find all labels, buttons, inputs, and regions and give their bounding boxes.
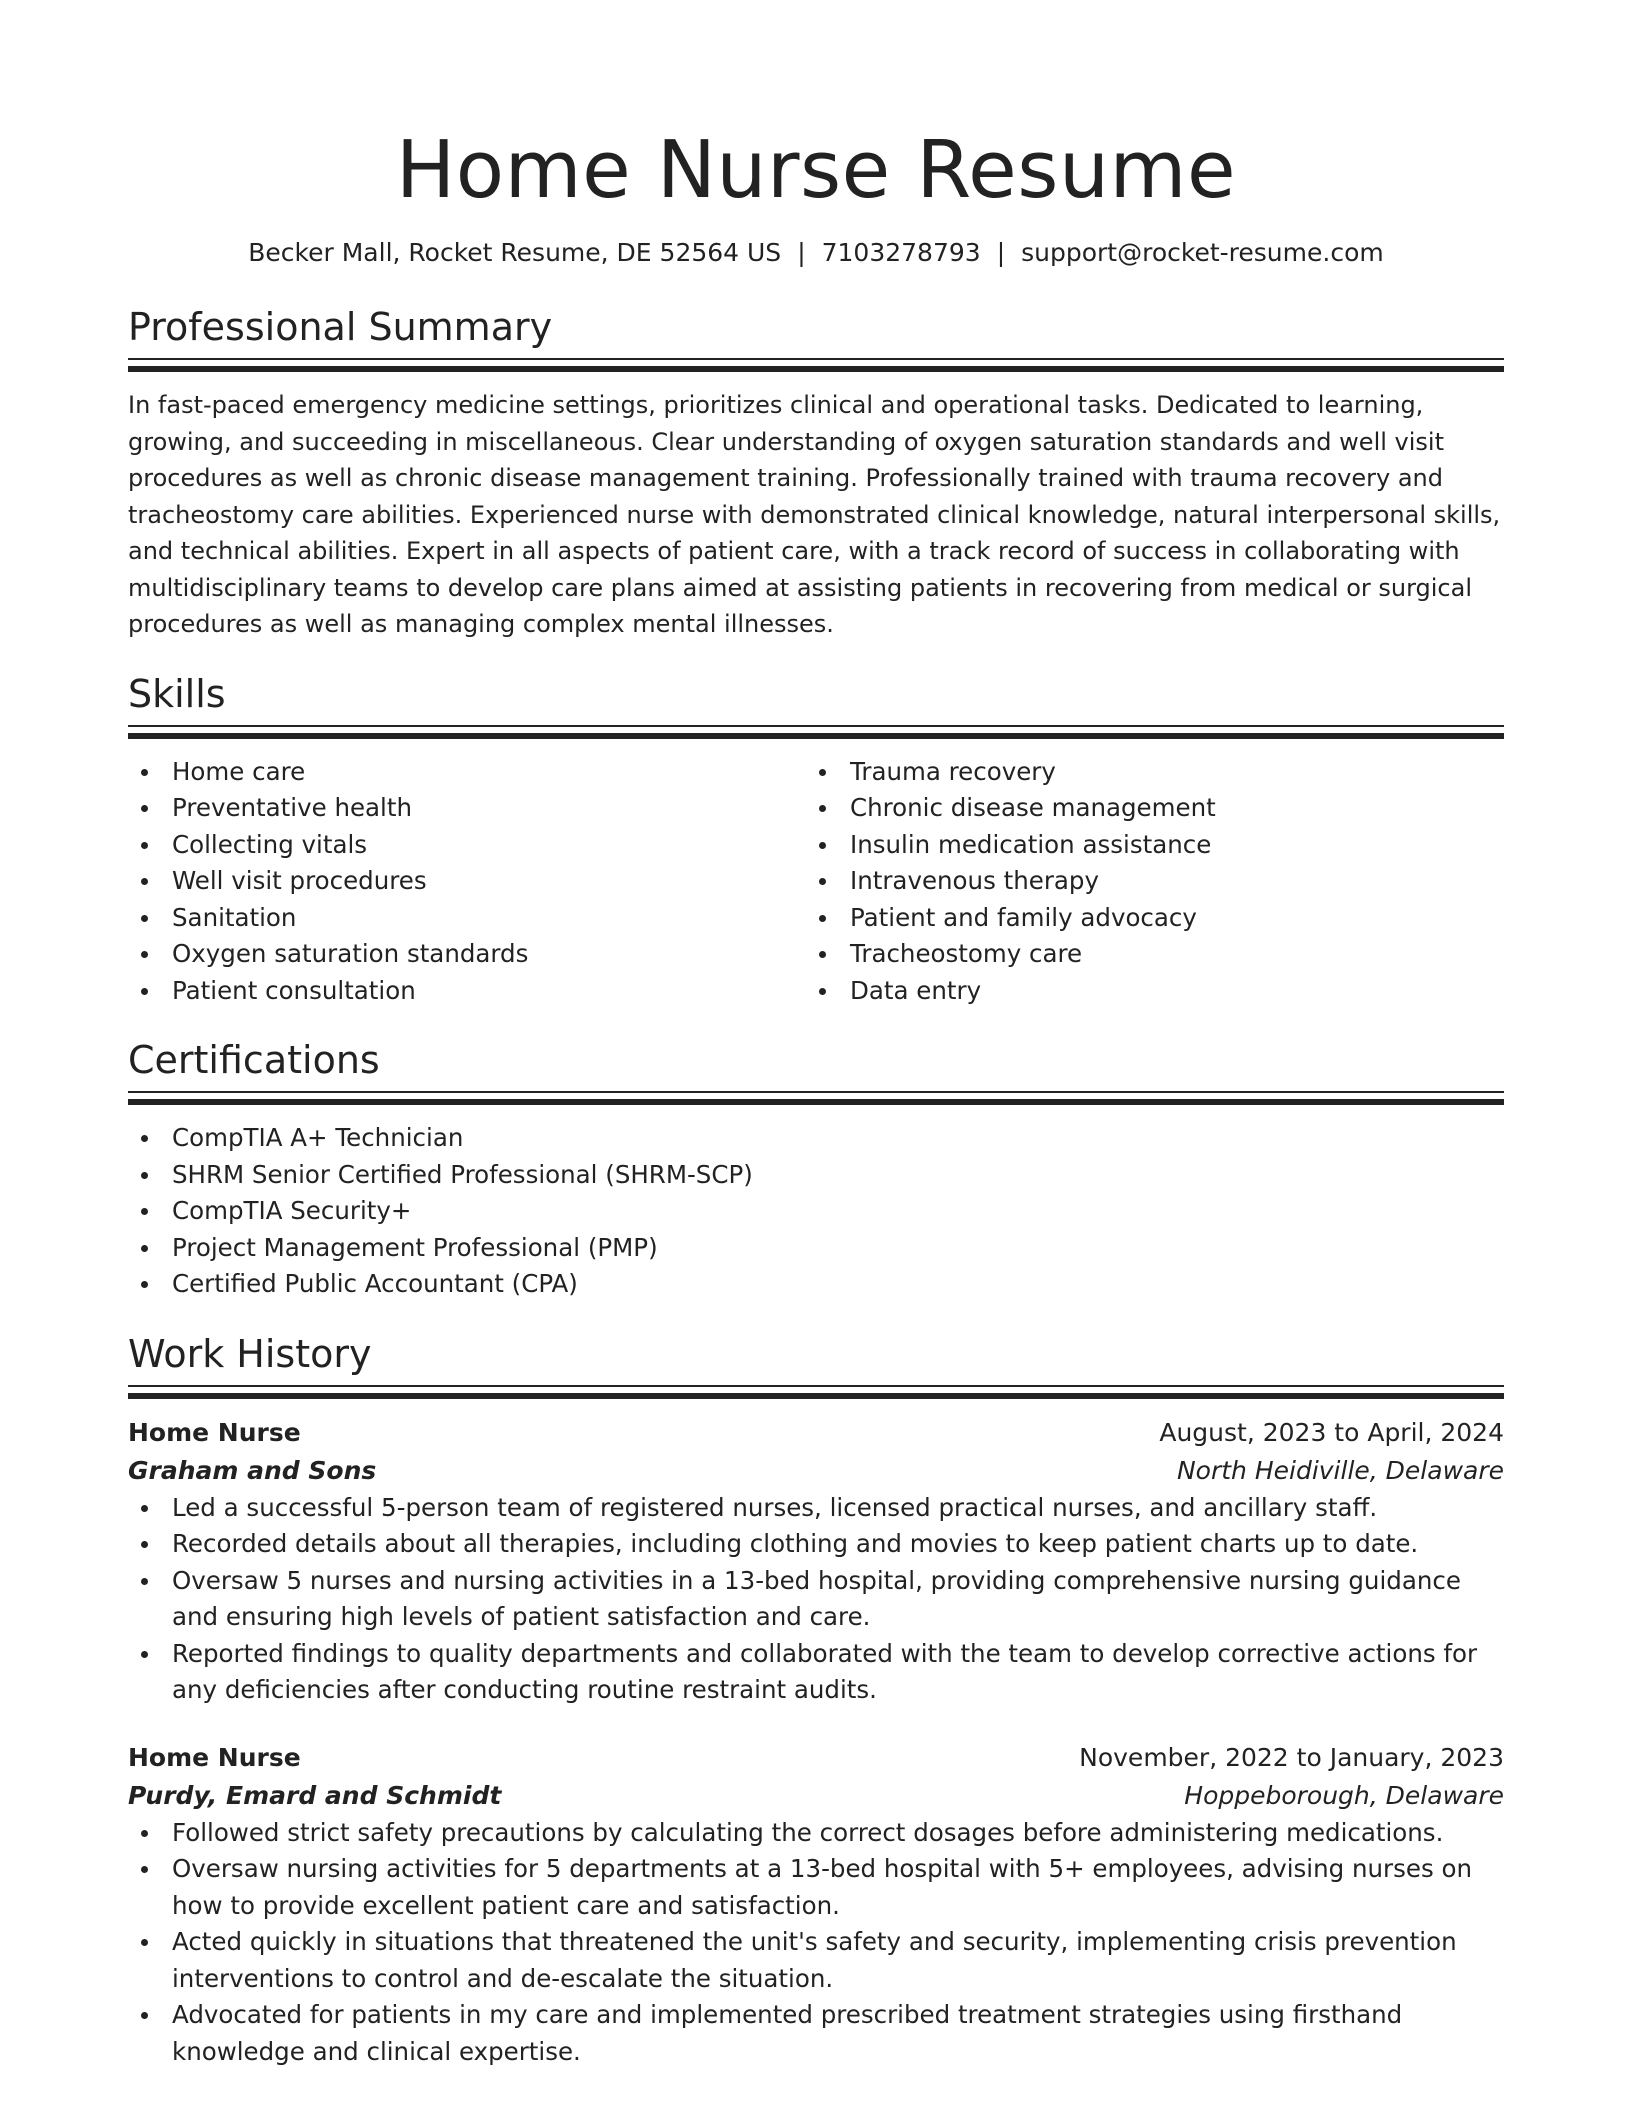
resume-page <box>128 0 1504 2070</box>
skill-item: Patient consultation <box>128 973 806 1010</box>
skill-item: Oxygen saturation standards <box>128 936 806 973</box>
job-dates: August, 2023 to April, 2024 <box>1159 1417 1504 1447</box>
resume-title: Home Nurse Resume <box>395 124 1237 216</box>
skills-columns <box>128 754 1504 1010</box>
certification-item: CompTIA A+ Technician <box>128 1120 1504 1157</box>
skill-item: Insulin medication assistance <box>806 827 1484 864</box>
contact-address: Becker Mall, Rocket Resume, DE 52564 US <box>248 238 782 267</box>
contact-phone: 7103278793 <box>821 238 981 267</box>
certification-item: CompTIA Security+ <box>128 1193 1504 1230</box>
job-bullet: Oversaw 5 nurses and nursing activities in a 13-bed hospital, providing comprehensive nursing guidance and ensuring high levels of patient satisfaction and care. <box>128 1563 1504 1636</box>
section-divider <box>128 358 1504 373</box>
skill-item: Collecting vitals <box>128 827 806 864</box>
certifications-section <box>128 1037 1504 1303</box>
certification-item: SHRM Senior Certified Professional (SHRM-SCP) <box>128 1157 1504 1194</box>
contact-line <box>128 236 1504 270</box>
job-company: Graham and Sons <box>128 1455 377 1485</box>
job-location: North Heidiville, Delaware <box>1176 1455 1504 1485</box>
job-bullet: Acted quickly in situations that threatened the unit's safety and security, implementing crisis prevention interventions to control and de-escalate the situation. <box>128 1924 1504 1997</box>
job-bullet: Recorded details about all therapies, including clothing and movies to keep patient charts up to date. <box>128 1526 1504 1563</box>
skill-item: Tracheostomy care <box>806 936 1484 973</box>
skill-item: Home care <box>128 754 806 791</box>
section-divider <box>128 725 1504 740</box>
skills-section <box>128 671 1504 1010</box>
skills-column-left <box>128 754 806 1010</box>
summary-text: In fast-paced emergency medicine settings, prioritizes clinical and operational tasks. Dedicated to learning, growing, and succeeding in miscellaneous. Clear understanding of oxygen saturation standards and well visit procedures as well as chronic disease management training. Professionally trained with trauma recovery and tracheostomy care abilities. Experienced nurse with demonstrated clinical knowledge, natural interpersonal skills, and technical abilities. Expert in all aspects of patient care, with a track record of success in collaborating with multidisciplinary teams to develop care plans aimed at assisting patients in recovering from medical or surgical procedures as well as managing complex mental illnesses. <box>128 391 1501 638</box>
work-history-heading: Work History <box>128 1331 372 1376</box>
job-bullet: Followed strict safety precautions by calculating the correct dosages before administering medications. <box>128 1815 1504 1852</box>
job-title: Home Nurse <box>128 1417 301 1447</box>
job-entry <box>128 1414 1504 1709</box>
skill-item: Well visit procedures <box>128 863 806 900</box>
certification-item: Project Management Professional (PMP) <box>128 1230 1504 1267</box>
summary-section <box>128 304 1504 643</box>
section-divider <box>128 1385 1504 1400</box>
job-company: Purdy, Emard and Schmidt <box>128 1780 502 1810</box>
skill-item: Sanitation <box>128 900 806 937</box>
job-location: Hoppeborough, Delaware <box>1184 1780 1504 1810</box>
certifications-heading: Certifications <box>128 1038 380 1082</box>
job-bullet: Oversaw nursing activities for 5 departments at a 13-bed hospital with 5+ employees, advising nurses on how to provide excellent patient care and satisfaction. <box>128 1851 1504 1924</box>
job-bullet: Advocated for patients in my care and implemented prescribed treatment strategies using firsthand knowledge and clinical expertise. <box>128 1997 1504 2070</box>
job-dates: November, 2022 to January, 2023 <box>1079 1742 1504 1772</box>
job-entry <box>128 1739 1504 2071</box>
work-history-section <box>128 1331 1504 2071</box>
certification-item: Certified Public Accountant (CPA) <box>128 1266 1504 1303</box>
skills-heading: Skills <box>128 671 226 716</box>
section-divider <box>128 1091 1504 1106</box>
job-title: Home Nurse <box>128 1742 301 1772</box>
skill-item: Patient and family advocacy <box>806 900 1484 937</box>
contact-email: support@rocket-resume.com <box>1021 238 1384 267</box>
skill-item: Data entry <box>806 973 1484 1010</box>
skill-item: Intravenous therapy <box>806 863 1484 900</box>
summary-heading: Professional Summary <box>128 305 553 349</box>
skills-column-right <box>806 754 1484 1010</box>
contact-separator: | <box>996 238 1006 267</box>
skill-item: Trauma recovery <box>806 754 1484 791</box>
skill-item: Chronic disease management <box>806 790 1484 827</box>
job-bullet: Reported findings to quality departments and collaborated with the team to develop corrective actions for any deficiencies after conducting routine restraint audits. <box>128 1636 1504 1709</box>
contact-separator: | <box>797 238 806 267</box>
skill-item: Preventative health <box>128 790 806 827</box>
job-bullet: Led a successful 5-person team of registered nurses, licensed practical nurses, and ancillary staff. <box>128 1490 1504 1527</box>
